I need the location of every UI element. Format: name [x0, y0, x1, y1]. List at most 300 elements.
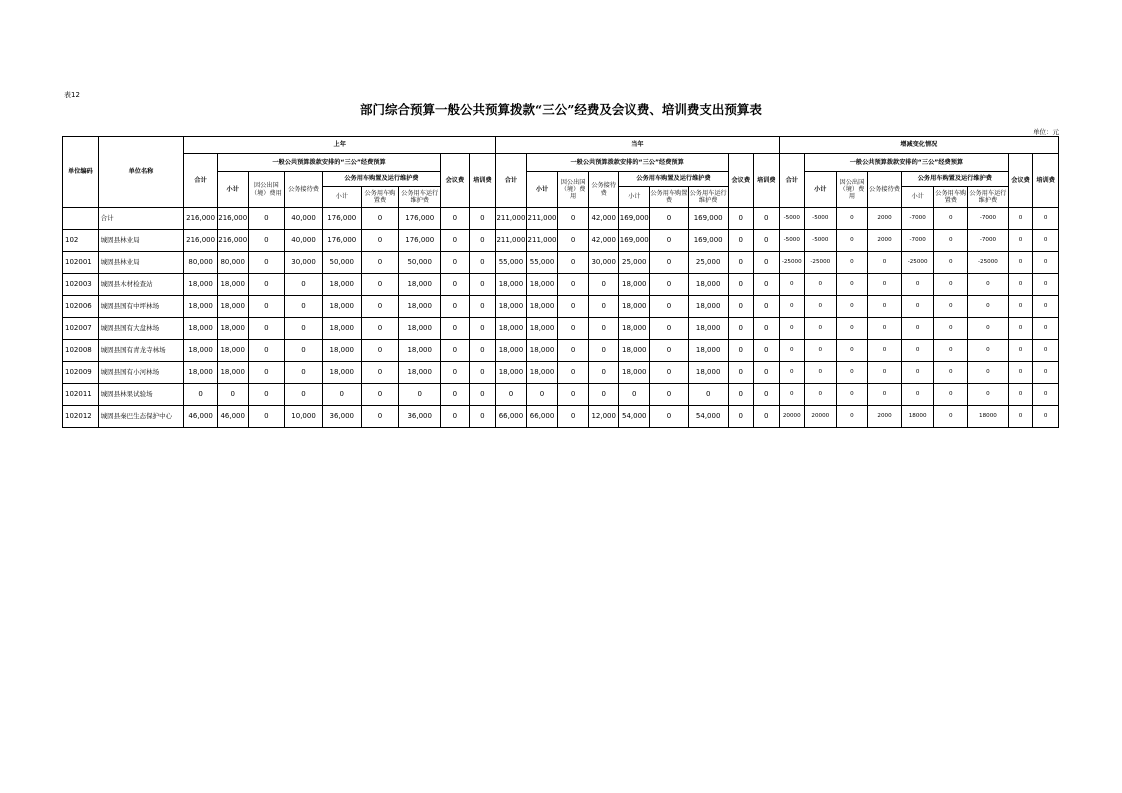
- prev-value-cell: 0: [248, 318, 285, 340]
- prev-value-cell: 0: [469, 230, 496, 252]
- header-chg-total: 合计: [779, 154, 804, 208]
- chg-value-cell: 0: [934, 252, 968, 274]
- header-unit-code: 单位编码: [63, 137, 99, 208]
- unit-code-cell: 102003: [63, 274, 99, 296]
- chg-value-cell: 0: [836, 274, 868, 296]
- prev-value-cell: 36,000: [322, 406, 361, 428]
- prev-value-cell: 0: [361, 362, 399, 384]
- prev-value-cell: 0: [248, 384, 285, 406]
- curr-value-cell: 18,000: [619, 362, 650, 384]
- prev-value-cell: 176,000: [399, 230, 441, 252]
- curr-value-cell: 0: [650, 296, 689, 318]
- chg-value-cell: 0: [836, 208, 868, 230]
- chg-value-cell: -7000: [968, 208, 1009, 230]
- curr-value-cell: 66,000: [496, 406, 527, 428]
- header-change: 增减变化情况: [779, 137, 1058, 154]
- prev-value-cell: 216,000: [184, 208, 218, 230]
- prev-value-cell: 176,000: [322, 208, 361, 230]
- chg-value-cell: 0: [1008, 230, 1032, 252]
- chg-value-cell: 0: [779, 384, 804, 406]
- prev-value-cell: 50,000: [322, 252, 361, 274]
- curr-value-cell: 0: [558, 384, 589, 406]
- chg-value-cell: 0: [779, 296, 804, 318]
- curr-value-cell: 0: [728, 362, 753, 384]
- curr-value-cell: 0: [728, 274, 753, 296]
- chg-value-cell: 0: [934, 384, 968, 406]
- curr-value-cell: 42,000: [588, 230, 619, 252]
- prev-value-cell: 0: [248, 208, 285, 230]
- unit-name-cell: 城固县秦巴生态保护中心: [98, 406, 184, 428]
- curr-value-cell: 0: [588, 274, 619, 296]
- chg-value-cell: 0: [901, 274, 934, 296]
- prev-value-cell: 216,000: [217, 230, 248, 252]
- unit-name-cell: 城固县国有小河林场: [98, 362, 184, 384]
- chg-value-cell: 18000: [968, 406, 1009, 428]
- chg-value-cell: 0: [868, 296, 902, 318]
- header-prev-vehicle-maint: 公务用车运行维护费: [399, 187, 441, 208]
- chg-value-cell: 0: [836, 252, 868, 274]
- curr-value-cell: 18,000: [496, 362, 527, 384]
- unit-name-cell: 城固县林果试验场: [98, 384, 184, 406]
- curr-value-cell: 25,000: [688, 252, 728, 274]
- prev-value-cell: 18,000: [217, 274, 248, 296]
- chg-value-cell: 0: [1008, 208, 1032, 230]
- prev-value-cell: 0: [285, 274, 323, 296]
- chg-value-cell: 0: [1033, 252, 1059, 274]
- header-chg-meeting: 会议费: [1008, 154, 1032, 208]
- curr-value-cell: 169,000: [688, 230, 728, 252]
- prev-value-cell: 80,000: [217, 252, 248, 274]
- chg-value-cell: 0: [805, 340, 837, 362]
- prev-value-cell: 18,000: [184, 340, 218, 362]
- chg-value-cell: 0: [1033, 208, 1059, 230]
- curr-value-cell: 18,000: [688, 296, 728, 318]
- header-prev-vehicle-purchase: 公务用车购置费: [361, 187, 399, 208]
- unit-code-cell: 102008: [63, 340, 99, 362]
- curr-value-cell: 0: [558, 274, 589, 296]
- curr-value-cell: 18,000: [688, 340, 728, 362]
- table-row: [63, 230, 1059, 252]
- prev-value-cell: 0: [361, 252, 399, 274]
- curr-value-cell: 18,000: [526, 362, 558, 384]
- header-curr-subtotal: 小计: [526, 172, 558, 208]
- chg-value-cell: 0: [1033, 362, 1059, 384]
- prev-value-cell: 0: [399, 384, 441, 406]
- header-curr-reception: 公务接待费: [588, 172, 619, 208]
- prev-value-cell: 0: [361, 296, 399, 318]
- curr-value-cell: 0: [728, 230, 753, 252]
- curr-value-cell: 66,000: [526, 406, 558, 428]
- curr-value-cell: 0: [650, 230, 689, 252]
- prev-value-cell: 18,000: [399, 296, 441, 318]
- prev-value-cell: 0: [469, 340, 496, 362]
- prev-value-cell: 30,000: [285, 252, 323, 274]
- curr-value-cell: 0: [728, 296, 753, 318]
- curr-value-cell: 18,000: [496, 274, 527, 296]
- chg-value-cell: 0: [836, 406, 868, 428]
- chg-value-cell: 0: [1008, 362, 1032, 384]
- curr-value-cell: 12,000: [588, 406, 619, 428]
- table-row: [63, 318, 1059, 340]
- curr-value-cell: 0: [558, 296, 589, 318]
- chg-value-cell: 0: [836, 340, 868, 362]
- header-curr-vehicle-maint: 公务用车运行维护费: [688, 187, 728, 208]
- curr-value-cell: 0: [619, 384, 650, 406]
- header-prev-vehicle-subtotal: 小计: [322, 187, 361, 208]
- chg-value-cell: 0: [934, 208, 968, 230]
- curr-value-cell: 18,000: [526, 340, 558, 362]
- chg-value-cell: 0: [836, 296, 868, 318]
- chg-value-cell: 0: [868, 274, 902, 296]
- unit-code-cell: 102006: [63, 296, 99, 318]
- chg-value-cell: -25000: [968, 252, 1009, 274]
- header-curr-total: 合计: [496, 154, 527, 208]
- prev-value-cell: 50,000: [399, 252, 441, 274]
- chg-value-cell: 0: [968, 340, 1009, 362]
- curr-value-cell: 0: [650, 384, 689, 406]
- prev-value-cell: 216,000: [217, 208, 248, 230]
- table-row: [63, 274, 1059, 296]
- curr-value-cell: 0: [754, 274, 780, 296]
- chg-value-cell: 0: [836, 384, 868, 406]
- page-title: 部门综合预算一般公共预算拨款“三公”经费及会议费、培训费支出预算表: [360, 102, 762, 117]
- chg-value-cell: 0: [934, 230, 968, 252]
- curr-value-cell: 42,000: [588, 208, 619, 230]
- prev-value-cell: 0: [248, 230, 285, 252]
- unit-name-cell: 合计: [98, 208, 184, 230]
- chg-value-cell: 0: [1033, 340, 1059, 362]
- header-prev-training: 培训费: [469, 154, 496, 208]
- prev-value-cell: 0: [469, 318, 496, 340]
- curr-value-cell: 55,000: [496, 252, 527, 274]
- curr-value-cell: 54,000: [688, 406, 728, 428]
- header-prev-total: 合计: [184, 154, 218, 208]
- table-row: [63, 340, 1059, 362]
- curr-value-cell: 169,000: [619, 208, 650, 230]
- chg-value-cell: 0: [934, 318, 968, 340]
- header-curr-year: 当年: [496, 137, 779, 154]
- prev-value-cell: 0: [285, 362, 323, 384]
- chg-value-cell: 0: [805, 274, 837, 296]
- prev-value-cell: 46,000: [184, 406, 218, 428]
- prev-value-cell: 18,000: [399, 340, 441, 362]
- unit-name-cell: 城固县林业局: [98, 230, 184, 252]
- prev-value-cell: 0: [361, 384, 399, 406]
- header-chg-subtotal: 小计: [805, 172, 837, 208]
- curr-value-cell: 0: [650, 252, 689, 274]
- curr-value-cell: 0: [558, 252, 589, 274]
- prev-value-cell: 18,000: [322, 274, 361, 296]
- chg-value-cell: 0: [779, 274, 804, 296]
- prev-value-cell: 18,000: [399, 318, 441, 340]
- chg-value-cell: 0: [868, 362, 902, 384]
- curr-value-cell: 211,000: [496, 230, 527, 252]
- curr-value-cell: 18,000: [496, 340, 527, 362]
- table-body: [63, 208, 1059, 428]
- prev-value-cell: 0: [441, 340, 470, 362]
- chg-value-cell: -5000: [779, 230, 804, 252]
- curr-value-cell: 0: [650, 274, 689, 296]
- chg-value-cell: 0: [968, 296, 1009, 318]
- chg-value-cell: 0: [805, 318, 837, 340]
- chg-value-cell: 0: [934, 340, 968, 362]
- prev-value-cell: 18,000: [184, 296, 218, 318]
- prev-value-cell: 176,000: [399, 208, 441, 230]
- chg-value-cell: -7000: [968, 230, 1009, 252]
- prev-value-cell: 40,000: [285, 230, 323, 252]
- prev-value-cell: 0: [469, 296, 496, 318]
- chg-value-cell: 0: [805, 296, 837, 318]
- chg-value-cell: 0: [968, 362, 1009, 384]
- header-chg-vehicle-maint: 公务用车运行维护费: [968, 187, 1009, 208]
- prev-value-cell: 0: [441, 406, 470, 428]
- prev-value-cell: 0: [441, 384, 470, 406]
- curr-value-cell: 18,000: [688, 362, 728, 384]
- prev-value-cell: 18,000: [322, 296, 361, 318]
- curr-value-cell: 18,000: [688, 274, 728, 296]
- prev-value-cell: 0: [248, 362, 285, 384]
- prev-value-cell: 18,000: [184, 274, 218, 296]
- unit-code-cell: 102007: [63, 318, 99, 340]
- prev-value-cell: 0: [361, 318, 399, 340]
- prev-value-cell: 0: [469, 362, 496, 384]
- curr-value-cell: 169,000: [688, 208, 728, 230]
- curr-value-cell: 0: [728, 208, 753, 230]
- curr-value-cell: 18,000: [688, 318, 728, 340]
- curr-value-cell: 0: [728, 318, 753, 340]
- curr-value-cell: 54,000: [619, 406, 650, 428]
- prev-value-cell: 18,000: [217, 340, 248, 362]
- curr-value-cell: 18,000: [526, 296, 558, 318]
- chg-value-cell: 0: [1008, 318, 1032, 340]
- chg-value-cell: 0: [934, 406, 968, 428]
- prev-value-cell: 0: [248, 296, 285, 318]
- chg-value-cell: 0: [868, 318, 902, 340]
- curr-value-cell: 18,000: [619, 296, 650, 318]
- prev-value-cell: 18,000: [184, 362, 218, 384]
- chg-value-cell: 0: [1008, 340, 1032, 362]
- curr-value-cell: 18,000: [526, 318, 558, 340]
- unit-code-cell: 102: [63, 230, 99, 252]
- chg-value-cell: -7000: [901, 208, 934, 230]
- prev-value-cell: 18,000: [217, 296, 248, 318]
- unit-code-cell: 102009: [63, 362, 99, 384]
- chg-value-cell: 0: [779, 340, 804, 362]
- curr-value-cell: 0: [754, 340, 780, 362]
- chg-value-cell: -7000: [901, 230, 934, 252]
- curr-value-cell: 0: [650, 362, 689, 384]
- curr-value-cell: 0: [558, 318, 589, 340]
- prev-value-cell: 0: [441, 230, 470, 252]
- curr-value-cell: 18,000: [619, 274, 650, 296]
- chg-value-cell: 0: [934, 274, 968, 296]
- curr-value-cell: 211,000: [496, 208, 527, 230]
- curr-value-cell: 0: [650, 208, 689, 230]
- curr-value-cell: 18,000: [496, 318, 527, 340]
- unit-code-cell: 102001: [63, 252, 99, 274]
- prev-value-cell: 0: [248, 252, 285, 274]
- header-chg-vehicle-purchase: 公务用车购置费: [934, 187, 968, 208]
- curr-value-cell: 0: [754, 384, 780, 406]
- table-row: [63, 384, 1059, 406]
- curr-value-cell: 0: [728, 406, 753, 428]
- curr-value-cell: 0: [496, 384, 527, 406]
- table-row: [63, 362, 1059, 384]
- prev-value-cell: 10,000: [285, 406, 323, 428]
- prev-value-cell: 18,000: [322, 362, 361, 384]
- prev-value-cell: 18,000: [217, 362, 248, 384]
- prev-value-cell: 0: [441, 318, 470, 340]
- chg-value-cell: 0: [836, 230, 868, 252]
- chg-value-cell: 0: [779, 362, 804, 384]
- prev-value-cell: 0: [248, 274, 285, 296]
- curr-value-cell: 0: [754, 296, 780, 318]
- header-prev-reception: 公务接待费: [285, 172, 323, 208]
- header-prev-meeting: 会议费: [441, 154, 470, 208]
- header-prev-abroad: 因公出国（境）费用: [248, 172, 285, 208]
- prev-value-cell: 0: [441, 208, 470, 230]
- table-row: [63, 406, 1059, 428]
- curr-value-cell: 211,000: [526, 208, 558, 230]
- curr-value-cell: 0: [650, 318, 689, 340]
- curr-value-cell: 169,000: [619, 230, 650, 252]
- header-unit-name: 单位名称: [98, 137, 184, 208]
- header-curr-vehicle: 公务用车购置及运行维护费: [619, 172, 728, 187]
- prev-value-cell: 0: [184, 384, 218, 406]
- chg-value-cell: 0: [934, 296, 968, 318]
- prev-value-cell: 0: [441, 252, 470, 274]
- curr-value-cell: 0: [558, 406, 589, 428]
- prev-value-cell: 0: [285, 384, 323, 406]
- chg-value-cell: 0: [1008, 252, 1032, 274]
- prev-value-cell: 36,000: [399, 406, 441, 428]
- curr-value-cell: 0: [558, 230, 589, 252]
- curr-value-cell: 18,000: [526, 274, 558, 296]
- chg-value-cell: 2000: [868, 406, 902, 428]
- prev-value-cell: 18,000: [322, 318, 361, 340]
- chg-value-cell: 0: [901, 296, 934, 318]
- prev-value-cell: 18,000: [184, 318, 218, 340]
- prev-value-cell: 0: [441, 274, 470, 296]
- prev-value-cell: 18,000: [399, 274, 441, 296]
- unit-code-cell: [63, 208, 99, 230]
- prev-value-cell: 0: [361, 406, 399, 428]
- chg-value-cell: 2000: [868, 230, 902, 252]
- header-curr-vehicle-purchase: 公务用车购置费: [650, 187, 689, 208]
- chg-value-cell: 0: [901, 318, 934, 340]
- curr-value-cell: 18,000: [619, 340, 650, 362]
- curr-value-cell: 18,000: [619, 318, 650, 340]
- chg-value-cell: 0: [968, 384, 1009, 406]
- prev-value-cell: 0: [217, 384, 248, 406]
- curr-value-cell: 0: [754, 318, 780, 340]
- curr-value-cell: 0: [728, 340, 753, 362]
- chg-value-cell: 0: [868, 252, 902, 274]
- chg-value-cell: -5000: [805, 208, 837, 230]
- prev-value-cell: 0: [322, 384, 361, 406]
- prev-value-cell: 40,000: [285, 208, 323, 230]
- curr-value-cell: 25,000: [619, 252, 650, 274]
- prev-value-cell: 18,000: [322, 340, 361, 362]
- prev-value-cell: 0: [469, 274, 496, 296]
- prev-value-cell: 0: [469, 252, 496, 274]
- chg-value-cell: 0: [805, 384, 837, 406]
- curr-value-cell: 0: [650, 406, 689, 428]
- chg-value-cell: 0: [1033, 230, 1059, 252]
- curr-value-cell: 0: [588, 384, 619, 406]
- unit-name-cell: 城固县国有大盘林场: [98, 318, 184, 340]
- sheet-label: 表12: [64, 91, 80, 99]
- header-curr-meeting: 会议费: [728, 154, 753, 208]
- chg-value-cell: 0: [779, 318, 804, 340]
- header-chg-vehicle: 公务用车购置及运行维护费: [901, 172, 1008, 187]
- unit-label: 单位：元: [1033, 128, 1059, 136]
- prev-value-cell: 0: [441, 296, 470, 318]
- header-prev-subtotal: 小计: [217, 172, 248, 208]
- unit-code-cell: 102011: [63, 384, 99, 406]
- curr-value-cell: 30,000: [588, 252, 619, 274]
- header-chg-training: 培训费: [1033, 154, 1059, 208]
- curr-value-cell: 0: [728, 252, 753, 274]
- chg-value-cell: 0: [836, 318, 868, 340]
- prev-value-cell: 0: [469, 406, 496, 428]
- curr-value-cell: 0: [526, 384, 558, 406]
- chg-value-cell: 0: [1033, 296, 1059, 318]
- prev-value-cell: 0: [248, 340, 285, 362]
- chg-value-cell: 20000: [779, 406, 804, 428]
- chg-value-cell: 0: [868, 340, 902, 362]
- prev-value-cell: 0: [285, 340, 323, 362]
- header-prev-san-gong: 一般公共预算拨款安排的“三公”经费预算: [217, 154, 440, 172]
- curr-value-cell: 0: [754, 208, 780, 230]
- chg-value-cell: 0: [805, 362, 837, 384]
- curr-value-cell: 0: [728, 384, 753, 406]
- header-prev-year: 上年: [184, 137, 496, 154]
- prev-value-cell: 0: [469, 384, 496, 406]
- curr-value-cell: 0: [754, 252, 780, 274]
- header-prev-vehicle: 公务用车购置及运行维护费: [322, 172, 440, 187]
- prev-value-cell: 0: [361, 274, 399, 296]
- chg-value-cell: 0: [1008, 274, 1032, 296]
- chg-value-cell: 0: [868, 384, 902, 406]
- header-curr-san-gong: 一般公共预算拨款安排的“三公”经费预算: [526, 154, 728, 172]
- curr-value-cell: 0: [588, 362, 619, 384]
- header-curr-training: 培训费: [754, 154, 780, 208]
- chg-value-cell: -25000: [901, 252, 934, 274]
- chg-value-cell: 18000: [901, 406, 934, 428]
- curr-value-cell: 18,000: [496, 296, 527, 318]
- budget-table: [62, 136, 1059, 428]
- chg-value-cell: 0: [836, 362, 868, 384]
- unit-code-cell: 102012: [63, 406, 99, 428]
- header-curr-vehicle-subtotal: 小计: [619, 187, 650, 208]
- chg-value-cell: 0: [901, 362, 934, 384]
- curr-value-cell: 0: [588, 318, 619, 340]
- table-row: [63, 252, 1059, 274]
- curr-value-cell: 0: [558, 362, 589, 384]
- curr-value-cell: 0: [588, 340, 619, 362]
- curr-value-cell: 0: [688, 384, 728, 406]
- chg-value-cell: 0: [901, 340, 934, 362]
- chg-value-cell: 20000: [805, 406, 837, 428]
- prev-value-cell: 0: [285, 318, 323, 340]
- chg-value-cell: 0: [1008, 406, 1032, 428]
- chg-value-cell: -25000: [805, 252, 837, 274]
- prev-value-cell: 0: [248, 406, 285, 428]
- unit-name-cell: 城固县木材检查站: [98, 274, 184, 296]
- prev-value-cell: 80,000: [184, 252, 218, 274]
- prev-value-cell: 216,000: [184, 230, 218, 252]
